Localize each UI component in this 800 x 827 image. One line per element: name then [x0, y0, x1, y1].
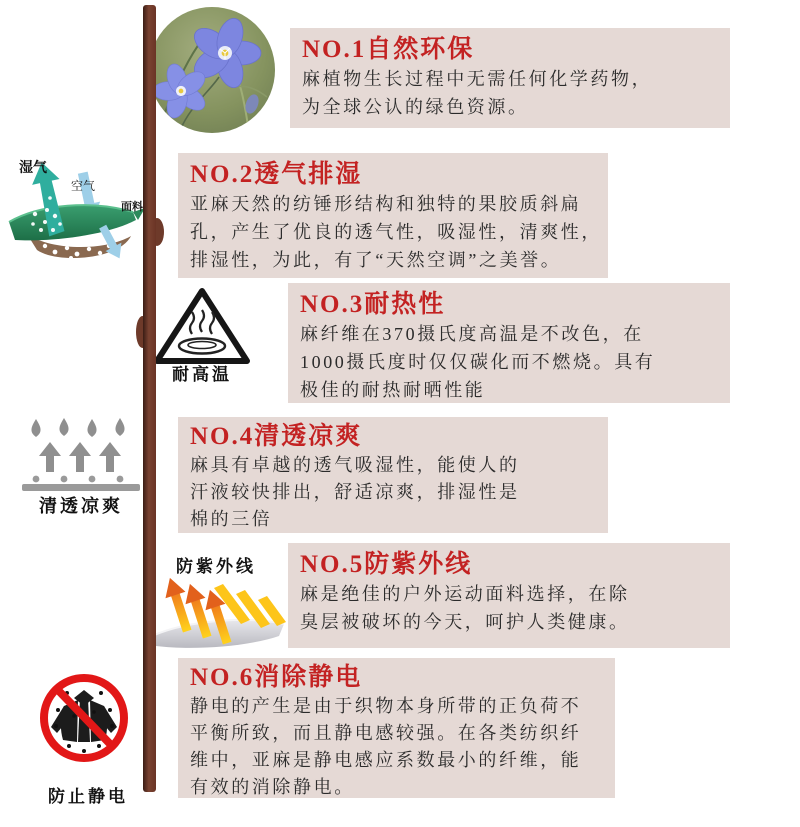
section-3-box	[288, 283, 730, 403]
section-6-box	[178, 658, 615, 798]
section-5-box	[288, 543, 730, 648]
section-3-title: NO.3耐热性	[300, 291, 446, 318]
heat-resistant-label: 耐高温	[172, 365, 232, 384]
section-2-body-line: 亚麻天然的纺锤形结构和独特的果胶质斜扁	[190, 194, 582, 214]
moisture-wicking-icon	[22, 416, 140, 494]
no-static-icon	[36, 672, 132, 768]
section-1-body-line: 麻植物生长过程中无需任何化学药物，	[302, 69, 653, 89]
flax-flower-photo	[149, 7, 275, 133]
fabric-label: 面料	[121, 201, 143, 213]
vertical-branch-line	[143, 5, 156, 792]
section-4-title: NO.4清透凉爽	[190, 423, 363, 450]
section-5-body-line: 麻是绝佳的户外运动面料选择，在除	[300, 584, 630, 604]
section-4-body-line: 麻具有卓越的透气吸湿性，能使人的	[190, 455, 520, 475]
section-4-body-line: 汗液较快排出，舒适凉爽，排湿性是	[190, 482, 520, 502]
air-label: 空气	[71, 179, 96, 193]
section-1-title: NO.1自然环保	[302, 36, 475, 63]
section-4-box	[178, 417, 608, 533]
no-static-label: 防止静电	[48, 787, 128, 806]
section-6-title: NO.6消除静电	[190, 664, 363, 691]
section-1-body-line: 为全球公认的绿色资源。	[302, 97, 529, 117]
heat-resistant-icon	[152, 286, 252, 366]
flax-flower-image	[149, 7, 275, 133]
section-3-body-line: 1000摄氏度时仅仅碳化而不燃烧。具有	[300, 352, 656, 372]
section-1-box	[290, 28, 730, 128]
section-2-body-line: 孔，产生了优良的透气性，吸湿性，清爽性，	[190, 222, 602, 242]
section-4-body-line: 棉的三倍	[190, 509, 273, 529]
section-6-body-line: 有效的消除静电。	[190, 777, 355, 797]
moisture-label: 湿气	[19, 161, 47, 176]
section-6-body-line: 静电的产生是由于织物本身所带的正负荷不	[190, 696, 582, 716]
section-3-body-line: 麻纤维在370摄氏度高温是不改色，在	[300, 324, 644, 344]
fabric-breathability-icon	[5, 150, 155, 280]
uv-protection-icon	[148, 574, 288, 652]
uv-protection-icon-label: 防紫外线	[176, 557, 256, 576]
section-5-title: NO.5防紫外线	[300, 551, 473, 578]
section-6-body-line: 维中，亚麻是静电感应系数最小的纤维，能	[190, 750, 582, 770]
section-6-body-line: 平衡所致，而且静电感较强。在各类纺织纤	[190, 723, 582, 743]
section-2-box	[178, 153, 608, 278]
section-5-body-line: 臭层被破坏的今天，呵护人类健康。	[300, 612, 630, 632]
moisture-wicking-label: 清透凉爽	[39, 496, 123, 516]
section-3-body-line: 极佳的耐热耐晒性能	[300, 380, 486, 400]
section-2-body-line: 排湿性，为此，有了“天然空调”之美誉。	[190, 250, 562, 270]
section-2-title: NO.2透气排湿	[190, 161, 363, 188]
